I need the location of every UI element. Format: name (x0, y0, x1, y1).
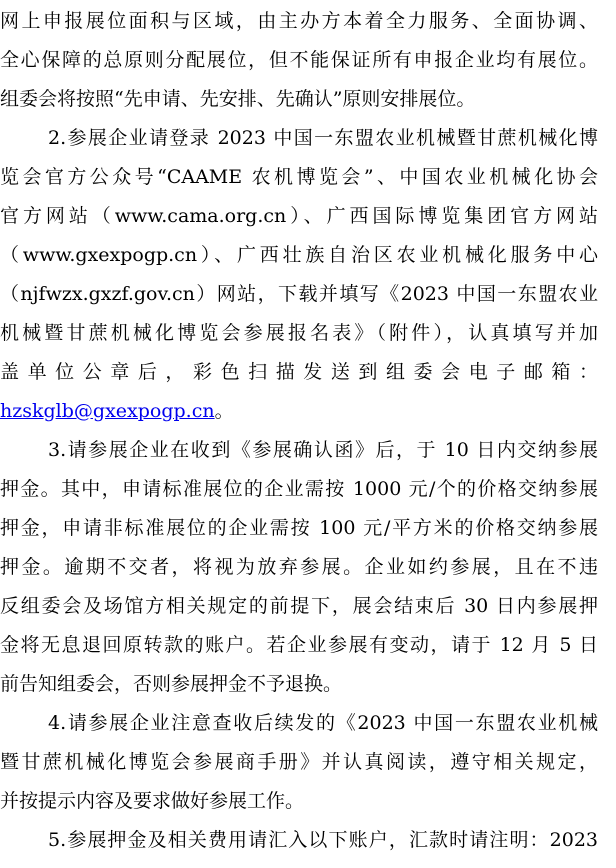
text-line: 2.参展企业请登录 2023 中国一东盟农业机械暨甘蔗机械化博 (48, 127, 598, 149)
text-line: 组委会将按照“先申请、先安排、先确认”原则安排展位。 (0, 88, 476, 110)
text-line: （www.gxexpogp.cn）、广西壮族自治区农业机械化服务中心 (0, 244, 598, 266)
text-line: 押金，申请非标准展位的企业需按 100 元/平方米的价格交纳参展 (0, 517, 598, 539)
text-line (0, 392, 598, 431)
text-line: 暨甘蔗机械化博览会参展商手册》并认真阅读，遵守相关规定， (0, 751, 598, 773)
text-line: 官方网站（www.cama.org.cn）、广西国际博览集团官方网站 (0, 205, 598, 227)
text-line: 全心保障的总原则分配展位，但不能保证所有申报企业均有展位。 (0, 49, 598, 71)
text-line: （njfwzx.gxzf.gov.cn）网站，下载并填写《2023 中国一东盟农业 (0, 283, 598, 305)
text-line: 前告知组委会，否则参展押金不予退换。 (0, 673, 343, 695)
text-line: 3.请参展企业在收到《参展确认函》后，于 10 日内交纳参展 (48, 439, 598, 461)
text-line: 网上申报展位面积与区域，由主办方本着全力服务、全面协调、 (0, 10, 598, 32)
email-link[interactable]: hzskglb@gxexpogp.cn (0, 400, 215, 422)
text-line: 4.请参展企业注意查收后续发的《2023 中国一东盟农业机械 (48, 712, 598, 734)
text-line: 反组委会及场馆方相关规定的前提下，展会结束后 30 日内参展押 (0, 595, 598, 617)
text-line: 盖单位公章后，彩色扫描发送到组委会电子邮箱： (0, 361, 598, 383)
text-line: 机械暨甘蔗机械化博览会参展报名表》（附件），认真填写并加 (0, 322, 598, 344)
text-line: 5.参展押金及相关费用请汇入以下账户，汇款时请注明：2023 (48, 829, 598, 851)
email-suffix: 。 (214, 400, 234, 422)
text-line: 并按提示内容及要求做好参展工作。 (0, 790, 305, 812)
text-line: 押金。其中，申请标准展位的企业需按 1000 元/个的价格交纳参展 (0, 478, 598, 500)
text-line: 览会官方公众号“CAAME 农机博览会”、中国农业机械化协会 (0, 166, 598, 188)
text-line: 押金。逾期不交者，将视为放弃参展。企业如约参展，且在不违 (0, 556, 598, 578)
text-line: 金将无息退回原转款的账户。若企业参展有变动，请于 12 月 5 日 (0, 634, 598, 656)
